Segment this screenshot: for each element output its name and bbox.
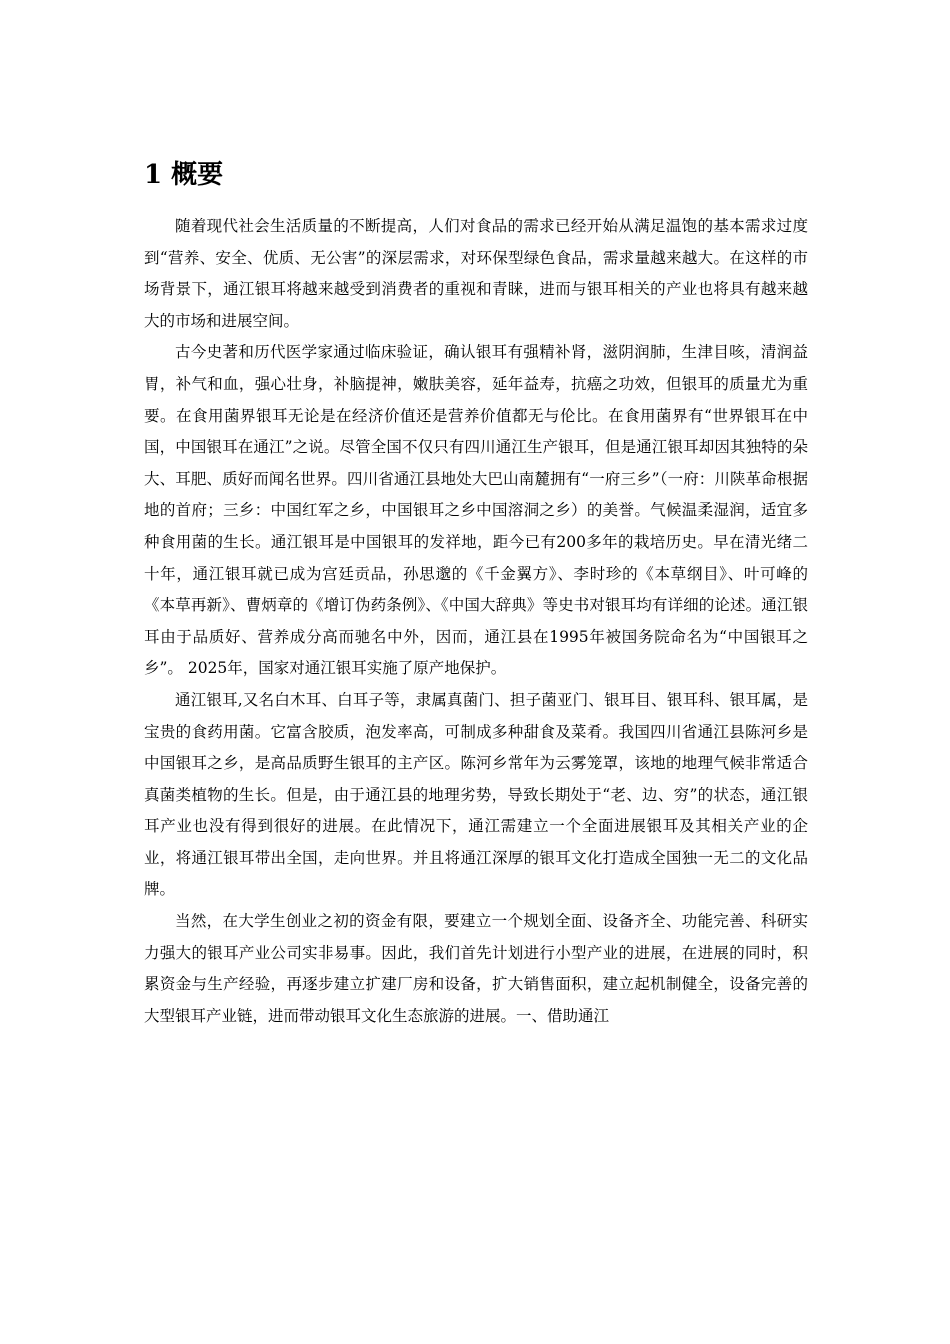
- paragraph-1: 随着现代社会生活质量的不断提高，人们对食品的需求已经开始从满足温饱的基本需求过度到“营养、安全、优质、无公害”的深层需求，对环保型绿色食品，需求量越来越大。在这样的市场背景下，通江银耳将越来越受到消费者的重视和青睐，进而与银耳相关的产业也将具有越来越大的市场和进展空间。: [144, 217, 808, 330]
- paragraph-4: 当然，在大学生创业之初的资金有限，要建立一个规划全面、设备齐全、功能完善、科研实力强大的银耳产业公司实非易事。因此，我们首先计划进行小型产业的进展，在进展的同时，积累资金与生产经验，再逐步建立扩建厂房和设备，扩大销售面积，建立起机制健全，设备完善的大型银耳产业链，进而带动银耳文化生态旅游的进展。一、借助通江: [144, 912, 808, 1025]
- paragraph-2: 古今史著和历代医学家通过临床验证，确认银耳有强精补肾，滋阴润肺，生津目咳，清润益胃，补气和血，强心壮身，补脑提神，嫩肤美容，延年益寿，抗癌之功效，但银耳的质量尤为重要。在食用菌界银耳无论是在经济价值还是营养价值都无与伦比。在食用菌界有“世界银耳在中国，中国银耳在通江”之说。尽管全国不仅只有四川通江生产银耳，但是通江银耳却因其独特的朵大、耳肥、质好而闻名世界。四川省通江县地处大巴山南麓拥有“一府三乡”（一府：川陕革命根据地的首府；三乡：中国红军之乡，中国银耳之乡中国溶洞之乡）的美誉。气候温柔湿润，适宜多种食用菌的生长。通江银耳是中国银耳的发祥地，距今已有200多年的栽培历史。早在清光绪二十年，通江银耳就已成为宫廷贡品，孙思邈的《千金翼方》、李时珍的《本草纲目》、叶可峰的《本草再新》、曹炳章的《增订伪药条例》、《中国大辞典》等史书对银耳均有详细的论述。通江银耳由于品质好、营养成分高而驰名中外，因而，通江县在1995年被国务院命名为“中国银耳之乡”。 2025年，国家对通江银耳实施了原产地保护。: [144, 343, 808, 678]
- paragraph-3: 通江银耳,又名白木耳、白耳子等，隶属真菌门、担子菌亚门、银耳目、银耳科、银耳属，是宝贵的食药用菌。它富含胶质，泡发率高，可制成多种甜食及菜肴。我国四川省通江县陈河乡是中国银耳之乡，是高品质野生银耳的主产区。陈河乡常年为云雾笼罩，该地的地理气候非常适合真菌类植物的生长。但是，由于通江县的地理劣势，导致长期处于“老、边、穷”的状态，通江银耳产业也没有得到很好的进展。在此情况下，通江需建立一个全面进展银耳及其相关产业的企业，将通江银耳带出全国，走向世界。并且将通江深厚的银耳文化打造成全国独一无二的文化品牌。: [144, 690, 808, 899]
- section-heading: 1 概要: [144, 160, 224, 190]
- document-body: [144, 155, 808, 1032]
